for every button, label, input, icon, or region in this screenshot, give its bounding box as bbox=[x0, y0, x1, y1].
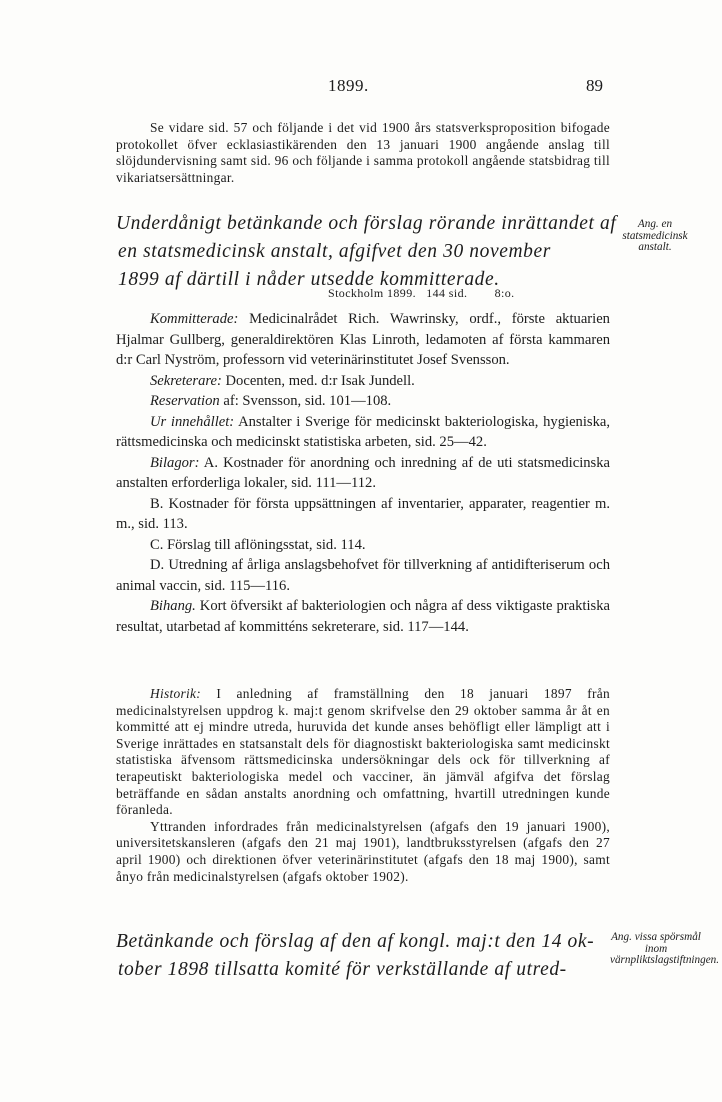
reservation-label: Reservation bbox=[150, 393, 220, 409]
bilagor-paragraph bbox=[116, 453, 610, 494]
section1-body bbox=[116, 309, 610, 637]
section1-heading-line: 1899 af därtill i nåder utsedde kommitterade. bbox=[118, 269, 500, 290]
sekreterare-label: Sekreterare: bbox=[150, 372, 222, 389]
innehallet-text: Anstalter i Sverige för medicinskt bakteriologiska, hygieniska, rättsmedicinska och medicinskt statistiska arbeten, sid. 25—42. bbox=[116, 413, 610, 450]
sekreterare-text: Docenten, med. d:r Isak Jundell. bbox=[225, 372, 415, 389]
reservation-paragraph bbox=[116, 391, 610, 412]
publication-info: Stockholm 1899. 144 sid. 8:o. bbox=[328, 286, 515, 300]
kommitterade-paragraph bbox=[116, 309, 610, 371]
reservation-text: af: Svensson, sid. 101—108. bbox=[223, 393, 392, 409]
section2-heading-line: tober 1898 tillsatta komité för verkställande af utred- bbox=[118, 959, 567, 980]
historik-paragraph bbox=[116, 686, 610, 819]
bihang-label: Bihang. bbox=[150, 598, 196, 614]
bihang-paragraph bbox=[116, 596, 610, 637]
sekreterare-paragraph bbox=[116, 371, 610, 392]
kommitterade-text: Medicinalrådet Rich. Wawrinsky, ordf., förste aktuarien Hjalmar Gullberg, generaldirektören Klas Linroth, ledamoten af första kammaren d:r Carl Nyström, professorn vid veterinärinstitutet Josef Svensson. bbox=[116, 311, 610, 368]
intro-text: Se vidare sid. 57 och följande i det vid 1900 års statsverksproposition bifogade protokollet öfver ecklasiastikärenden den 13 januari 1900 angående anslag till slöjdundervisning samt sid. 96 och följande i samma protokoll angående statsbidrag till vikariatsersättningar. bbox=[116, 120, 610, 185]
section1-heading bbox=[116, 210, 616, 294]
page-number: 89 bbox=[586, 76, 603, 95]
historik-label: Historik: bbox=[150, 686, 202, 701]
margin-note-varnplikt: Ang. vissa spörsmål inom värnpliktslagstiftningen. bbox=[610, 931, 720, 966]
historik-section bbox=[116, 686, 610, 885]
yttranden-paragraph: Yttranden infordrades från medicinalstyrelsen (afgafs den 19 januari 1900), universitetskansleren (afgafs den 21 maj 1901), landtbruksstyrelsen (afgafs den 27 april 1900) och direktionen öfver veterinärinstitutet (afgafs den 18 maj 1900), samt ånyo från medicinalstyrelsen (afgafs oktober 1902). bbox=[116, 818, 610, 884]
section1-heading-line: en statsmedicinsk anstalt, afgifvet den 30 november bbox=[118, 241, 551, 262]
section1-heading-line: Underdånigt betänkande och förslag rörande inrättandet af bbox=[116, 213, 617, 234]
bilaga-a: A. Kostnader för anordning och inredning af de uti statsmedicinska anstalten erforderliga lokaler, sid. 111—112. bbox=[116, 454, 611, 491]
historik-text: I anledning af framställning den 18 januari 1897 från medicinalstyrelsen uppdrog k. maj:t genom skrifvelse den 29 oktober samma år åt en kommitté att ej mindre utreda, huruvida det kunde anses behöfligt eller lämpligt att i Sverige inrättades en statsanstalt dels för diagnostiskt bakteriologiska samt medicinskt statistiska äfvensom rättsmedicinska undersökningar dels ock för tillverkning af terapeutiskt bakteriologiska medel och vacciner, än jämväl afgifva det förslag beträffande en sådan anstalts anordning och omfattning, hvartill utredningen kunde föranleda. bbox=[116, 686, 610, 818]
section2-heading bbox=[116, 928, 616, 984]
bilagor-label: Bilagor: bbox=[150, 454, 200, 471]
kommitterade-label: Kommitterade: bbox=[150, 311, 239, 327]
bilaga-c: C. Förslag till aflöningsstat, sid. 114. bbox=[150, 536, 366, 553]
bilaga-b: B. Kostnader för första uppsättningen af inventarier, apparater, reagentier m. m., sid. 113. bbox=[116, 495, 610, 532]
bilaga-d: D. Utredning af årliga anslagsbehofvet för tillverkning af antidifteriserum och animal vaccin, sid. 115—116. bbox=[116, 557, 610, 594]
header-year: 1899. bbox=[328, 76, 369, 95]
innehallet-label: Ur innehållet: bbox=[150, 413, 235, 430]
intro-paragraph bbox=[116, 120, 610, 186]
bihang-text: Kort öfversikt af bakteriologien och några af dess viktigaste praktiska resultat, utarbetad af kommitténs sekreterare, sid. 117—144. bbox=[116, 598, 611, 635]
innehallet-paragraph bbox=[116, 412, 610, 453]
margin-note-statsmedicinsk: Ang. en statsmedicinsk anstalt. bbox=[622, 218, 688, 253]
section2-heading-line: Betänkande och förslag af den af kongl. maj:t den 14 ok- bbox=[116, 931, 595, 952]
